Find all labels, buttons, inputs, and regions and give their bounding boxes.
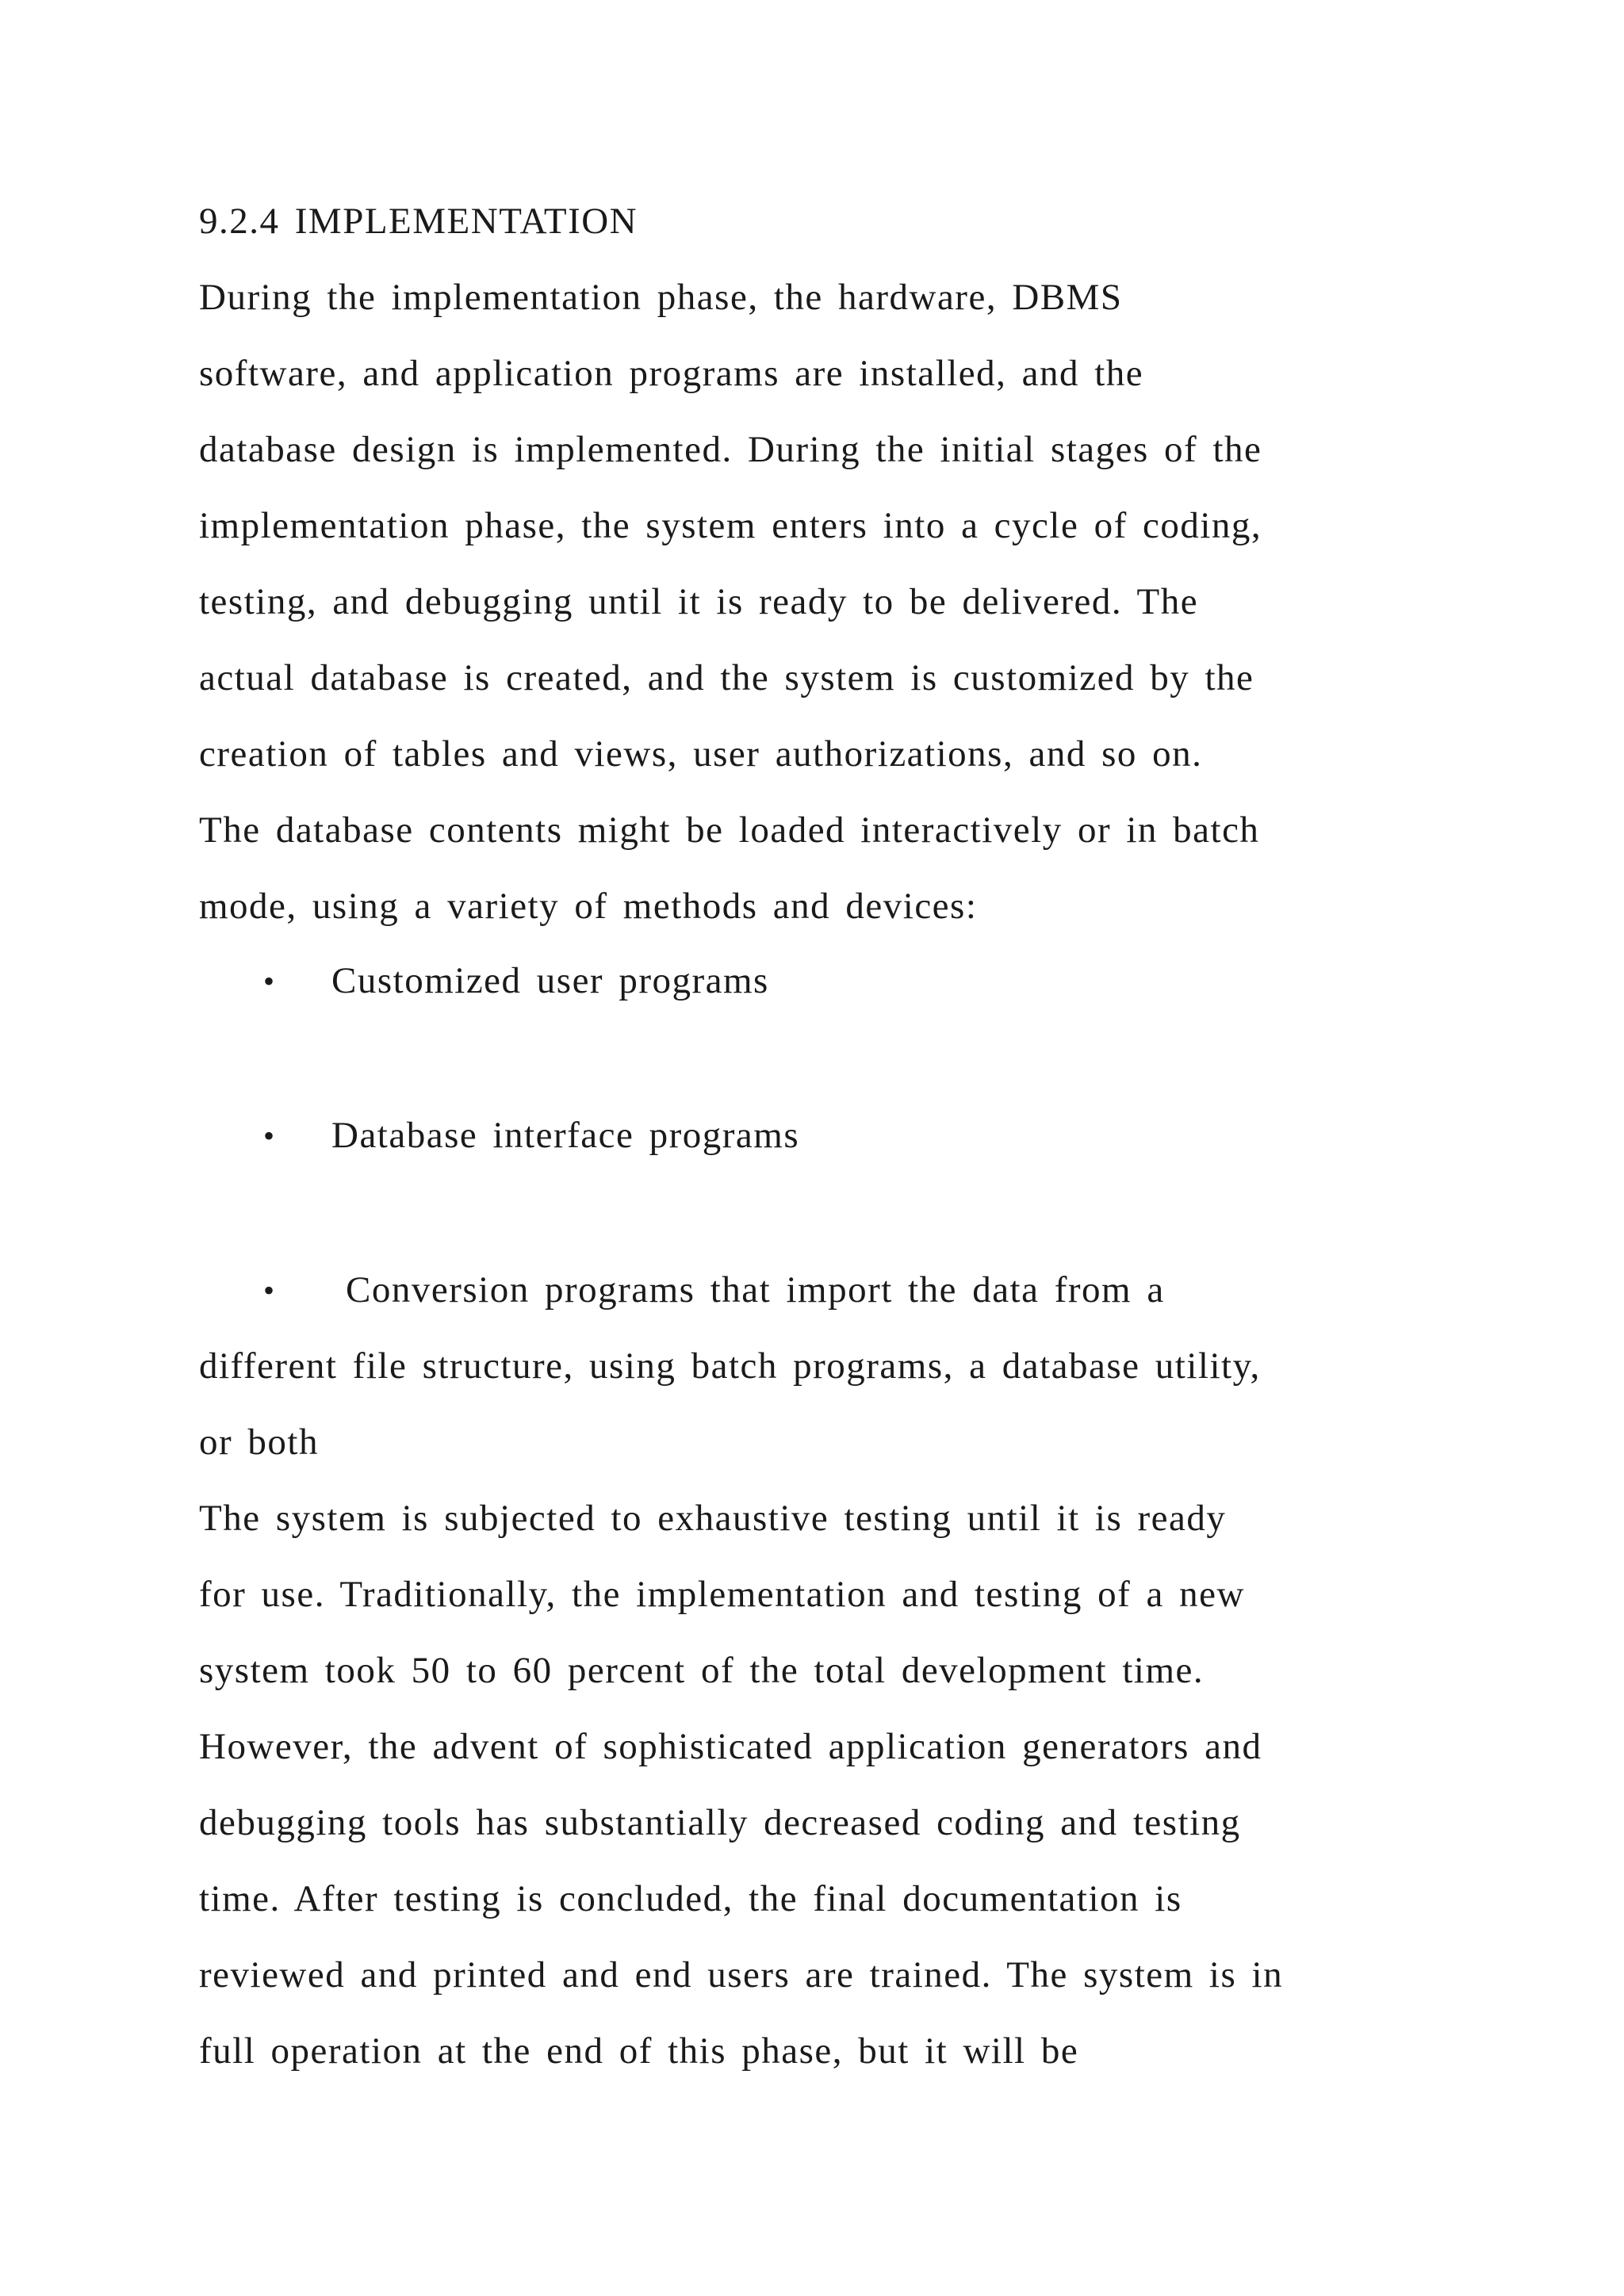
paragraph-1-line-8: The database contents might be loaded interactively or in batch [199, 809, 1260, 851]
paragraph-2-line-6: time. After testing is concluded, the final documentation is [199, 1878, 1182, 1919]
paragraph-1-line-7: creation of tables and views, user authorizations, and so on. [199, 733, 1203, 775]
bullet-item-3-continuation-line-2: or both [199, 1422, 319, 1463]
paragraph-1-line-4: implementation phase, the system enters into a cycle of coding, [199, 505, 1262, 546]
bullet-item-3-text: Conversion programs that import the data from a [346, 1269, 1165, 1311]
bullet-marker: • [263, 1272, 276, 1308]
bullet-item-3-continuation-line-1: different file structure, using batch programs, a database utility, [199, 1345, 1261, 1387]
paragraph-1-line-6: actual database is created, and the system is customized by the [199, 657, 1254, 698]
paragraph-1-line-1: During the implementation phase, the hardware, DBMS [199, 277, 1123, 318]
paragraph-2-line-4: However, the advent of sophisticated application generators and [199, 1726, 1262, 1767]
bullet-marker: • [263, 963, 276, 999]
bullet-item-1-text: Customized user programs [331, 960, 769, 1001]
bullet-item-2-text: Database interface programs [331, 1115, 800, 1156]
paragraph-2-line-2: for use. Traditionally, the implementation and testing of a new [199, 1574, 1245, 1615]
paragraph-2-line-3: system took 50 to 60 percent of the total development time. [199, 1650, 1205, 1691]
bullet-marker: • [263, 1118, 276, 1154]
paragraph-2-line-8: full operation at the end of this phase, but it will be [199, 2030, 1079, 2072]
paragraph-1-line-3: database design is implemented. During the initial stages of the [199, 429, 1262, 470]
section-heading: 9.2.4 IMPLEMENTATION [199, 201, 638, 242]
paragraph-1-line-5: testing, and debugging until it is ready to be delivered. The [199, 581, 1199, 622]
paragraph-1-line-2: software, and application programs are installed, and the [199, 353, 1144, 394]
paragraph-2-line-7: reviewed and printed and end users are trained. The system is in [199, 1954, 1284, 1996]
paragraph-1-line-9: mode, using a variety of methods and devices: [199, 886, 978, 927]
paragraph-2-line-1: The system is subjected to exhaustive testing until it is ready [199, 1498, 1227, 1539]
paragraph-2-line-5: debugging tools has substantially decreased coding and testing [199, 1802, 1241, 1843]
